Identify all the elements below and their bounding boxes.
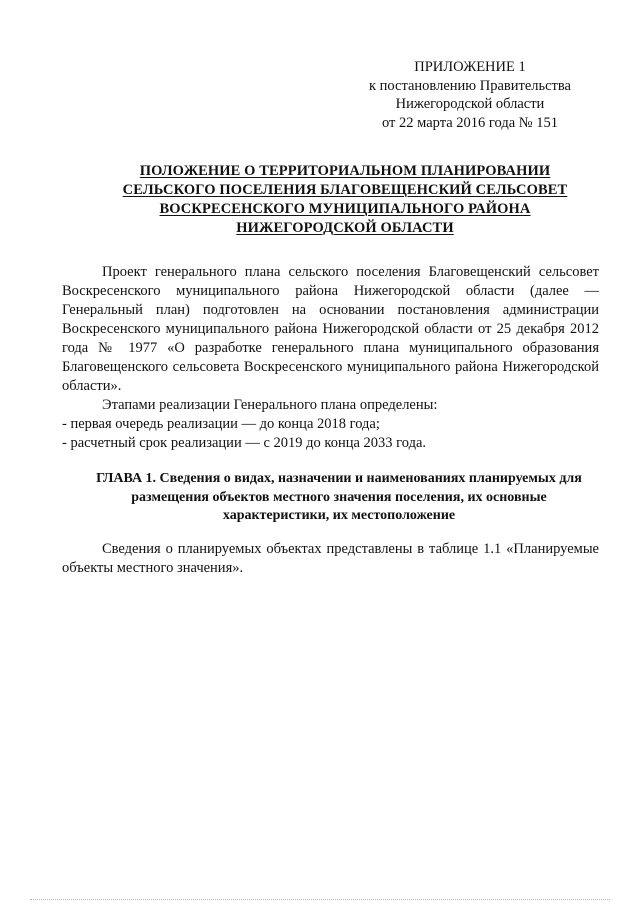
title-line-3: ВОСКРЕСЕНСКОГО МУНИЦИПАЛЬНОГО РАЙОНА xyxy=(159,201,531,217)
page-bottom-edge xyxy=(30,899,610,903)
document-title xyxy=(90,162,600,238)
stage-item-2: - расчетный срок реализации — с 2019 до конца 2033 года. xyxy=(62,435,427,451)
title-line-2: СЕЛЬСКОГО ПОСЕЛЕНИЯ БЛАГОВЕЩЕНСКИЙ СЕЛЬСОВЕТ xyxy=(122,182,568,198)
appendix-date: от 22 марта 2016 года № 151 xyxy=(382,114,558,131)
stages-heading: Этапами реализации Генерального плана определены: xyxy=(102,397,438,413)
appendix-number: ПРИЛОЖЕНИЕ 1 xyxy=(414,59,526,75)
appendix-block xyxy=(340,58,600,132)
chapter-1-paragraph: Сведения о планируемых объектах представлены в таблице 1.1 «Планируемые объекты местного значения». xyxy=(62,541,599,576)
title-line-4: НИЖЕГОРОДСКОЙ ОБЛАСТИ xyxy=(236,220,454,236)
intro-paragraph: Проект генерального плана сельского поселения Благовещенский сельсовет Воскресенского муниципального района Нижегородской области (далее — Генеральный план) подготовлен на основании постановления администрации Воскресенского муниципального района Нижегородской области от 25 декабря 2012 года № 1977 «О разработке генерального плана муниципального образования Благовещенского сельсовета Воскресенского муниципального района Нижегородской области». xyxy=(62,264,599,394)
title-line-1: ПОЛОЖЕНИЕ О ТЕРРИТОРИАЛЬНОМ ПЛАНИРОВАНИИ xyxy=(139,163,551,179)
appendix-region: Нижегородской области xyxy=(395,96,545,112)
chapter-1-heading: ГЛАВА 1. Сведения о видах, назначении и наименованиях планируемых для размещения объектов местного значения поселения, их основные характеристики, их местоположение xyxy=(96,471,582,523)
chapter-1-section xyxy=(62,540,599,578)
appendix-decree: к постановлению Правительства xyxy=(369,77,571,94)
intro-section xyxy=(62,263,599,453)
stage-item-1: - первая очередь реализации — до конца 2018 года; xyxy=(62,416,380,432)
